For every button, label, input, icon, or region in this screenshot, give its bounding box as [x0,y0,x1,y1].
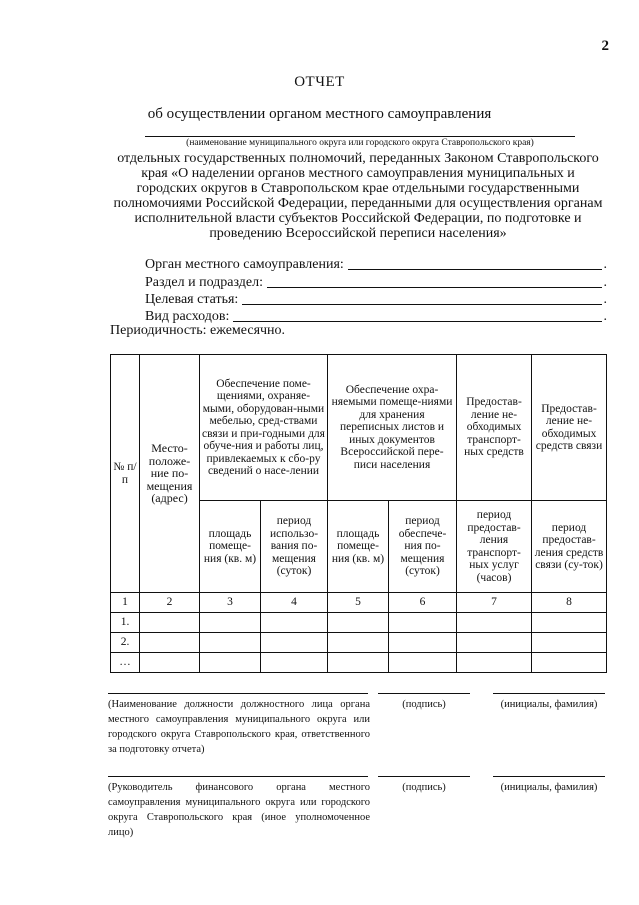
column-number: 6 [389,593,457,613]
field-target-article: Целевая статья: . [145,292,607,307]
position-line[interactable] [108,693,368,694]
report-subtitle: об осуществлении органом местного самоуправления [147,106,492,122]
field-label: Вид расходов: [145,309,230,324]
header-number: № п/п [111,355,140,593]
subheader-area: площадь помеще-ния (кв. м) [200,501,261,593]
field-section: Раздел и подраздел: . [145,275,607,290]
subheader-area: площадь помеще-ния (кв. м) [328,501,389,593]
municipality-name-caption: (наименование муниципального округа или городского округа Ставропольского края) [186,138,534,148]
fill-line[interactable] [233,321,601,322]
signature-caption: (подпись) [402,782,446,793]
table-row [111,653,607,673]
table-row [111,613,607,633]
page-number: 2 [601,38,609,54]
column-number: 3 [200,593,261,613]
periodicity: Периодичность: ежемесячно. [110,323,286,338]
column-number: 2 [140,593,200,613]
column-number: 7 [457,593,532,613]
fill-line[interactable] [348,269,602,270]
responsible-position-caption: (Наименование должности должностного лица органа местного самоуправления муниципального округа или городского округа Ставропольского края, ответственного за подготовку отчета) [108,699,370,755]
header-location: Место-положе-ние по-мещения (адрес) [140,355,200,593]
report-table [110,354,607,673]
municipality-name-line [145,136,575,137]
column-number: 1 [111,593,140,613]
column-number: 5 [328,593,389,613]
field-label: Целевая статья: [145,292,239,307]
row-number: … [111,653,140,673]
header-group-transport: Предостав-ление не-обходимых транспорт-ных средств [457,355,532,501]
signature-line[interactable] [378,693,470,694]
subheader-transport-period: период предостав-ления транспорт-ных услуг (часов) [457,501,532,593]
name-caption: (инициалы, фамилия) [500,782,598,793]
header-group-storage-premises: Обеспечение охра-няемыми помеще-ниями для хранения переписных листов и иных документов Всероссийской пере-писи населения [328,355,457,501]
subheader-provision-period: период обеспече-ния по-мещения (суток) [389,501,457,593]
position-line[interactable] [108,776,368,777]
field-label: Орган местного самоуправления: [145,257,344,272]
column-number: 4 [261,593,328,613]
row-number: 1. [111,613,140,633]
report-description: отдельных государственных полномочий, переданных Законом Ставропольского края «О наделении органов местного самоуправления муниципальных и городских округов в Ставропольском крае отдельными государственными полномочиями Российской Федерации, переданными для осуществления органам исполнительной власти субъектов Российской Федерации, по подготовке и проведению Всероссийской переписи населения» [113,151,603,241]
field-authority: Орган местного самоуправления: . [145,257,607,272]
column-number: 8 [532,593,607,613]
row-number: 2. [111,633,140,653]
subheader-usage-period: период использо-вания по-мещения (суток) [261,501,328,593]
field-label: Раздел и подраздел: [145,275,264,290]
column-number-row [111,593,607,613]
signature-caption: (подпись) [402,699,446,710]
field-expense-type: Вид расходов: . [145,309,607,324]
finance-head-caption: (Руководитель финансового органа местного самоуправления муниципального округа или городского округа Ставропольского края (иное уполномоченное лицо) [108,782,370,838]
report-title: ОТЧЕТ [294,74,345,90]
table-row [111,633,607,653]
subheader-communication-period: период предостав-ления средств связи (су-ток) [532,501,607,593]
name-caption: (инициалы, фамилия) [500,699,598,710]
name-line[interactable] [493,776,605,777]
name-line[interactable] [493,693,605,694]
fill-line[interactable] [267,287,601,288]
header-group-training-premises: Обеспечение поме-щениями, охраняе-мыми, оборудован-ными мебелью, сред-ствами связи и при-годными для обуче-ния и работы лиц, привлекаемых к сбо-ру сведений о насе-лении [200,355,328,501]
signature-line[interactable] [378,776,470,777]
header-group-communication: Предостав-ление не-обходимых средств связи [532,355,607,501]
fill-line[interactable] [242,304,601,305]
